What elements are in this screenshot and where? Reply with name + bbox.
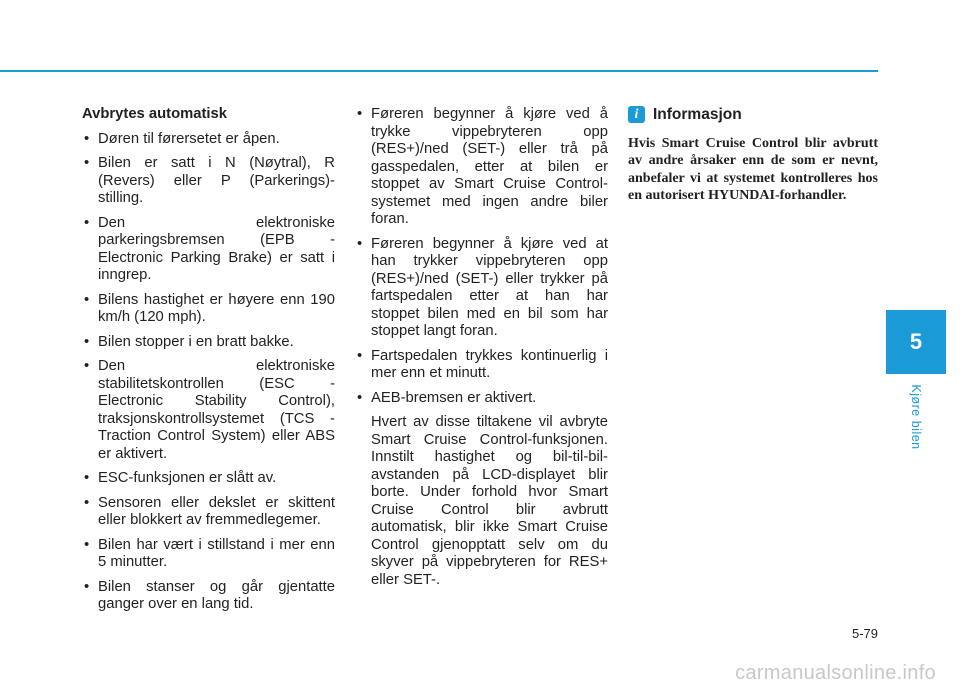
chapter-number-tab: 5 [886, 310, 946, 374]
section-heading: Avbrytes automatisk [82, 106, 228, 122]
list-item: • AEB-bremsen er aktivert. [355, 390, 608, 408]
list-item: • Sensoren eller dekslet er skittent eller blokkert av fremmedlegemer. [82, 495, 335, 530]
info-text: Hvis Smart Cruise Control blir avbrutt av andre årsaker enn de som er nevnt, anbefaler vi at systemet kontrolleres hos en autorisert HYUNDAI-forhandler. [628, 135, 878, 203]
list-item: • Bilens hastighet er høyere enn 190 km/h (120 mph). [82, 292, 335, 327]
chapter-title: Kjøre bilen [909, 384, 923, 450]
column-driver-actions [355, 106, 608, 589]
driver-actions-list [355, 106, 608, 407]
column-auto-cancel [82, 106, 335, 621]
info-header [628, 106, 878, 124]
header-rule [0, 70, 878, 72]
list-item: • Føreren begynner å kjøre ved å trykke vippebryteren opp (RES+)/ned (SET-) eller trå på gasspedalen, etter at bilen er stoppet av Smart Cruise Control-systemet med ingen andre biler foran. [355, 106, 608, 229]
info-title: Informasjon [653, 106, 742, 123]
page-number: 5-79 [851, 626, 878, 641]
list-item: • Bilen er satt i N (Nøytral), R (Revers) eller P (Parkerings)-stilling. [82, 155, 335, 208]
list-item: • Den elektroniske parkeringsbremsen (EPB - Electronic Parking Brake) er satt i inngrep. [82, 215, 335, 285]
list-item: • Døren til førersetet er åpen. [82, 131, 335, 149]
info-icon: i [628, 106, 645, 123]
summary-paragraph: Hvert av disse tiltakene vil avbryte Smart Cruise Control-funksjonen. Innstilt hastighet og bil-til-bil-avstanden på LCD-displayet blir borte. Under forhold hvor Smart Cruise Control blir avbrutt automatisk, blir ikke Smart Cruise Control gjenopptatt selv om du skyver på vippebryteren for RES+ eller SET-. [371, 414, 608, 588]
watermark: carmanualsonline.info [735, 662, 936, 684]
cancel-conditions-list [82, 131, 335, 614]
list-item: • Fartspedalen trykkes kontinuerlig i mer enn et minutt. [355, 348, 608, 383]
info-box [628, 106, 878, 205]
list-item: • ESC-funksjonen er slått av. [82, 470, 335, 488]
list-item: • Bilen stopper i en bratt bakke. [82, 334, 335, 352]
list-item: • Bilen har vært i stillstand i mer enn 5 minutter. [82, 537, 335, 572]
list-item: • Den elektroniske stabilitetskontrollen (ESC - Electronic Stability Control), traksjonskontrollsystemet (TCS - Traction Control System) eller ABS er aktivert. [82, 358, 335, 463]
list-item: • Bilen stanser og går gjentatte ganger over en lang tid. [82, 579, 335, 614]
list-item: • Føreren begynner å kjøre ved at han trykker vippebryteren opp (RES+)/ned (SET-) eller trykker på fartspedalen etter at han har stoppet bilen med en bil som har stoppet langt foran. [355, 236, 608, 341]
